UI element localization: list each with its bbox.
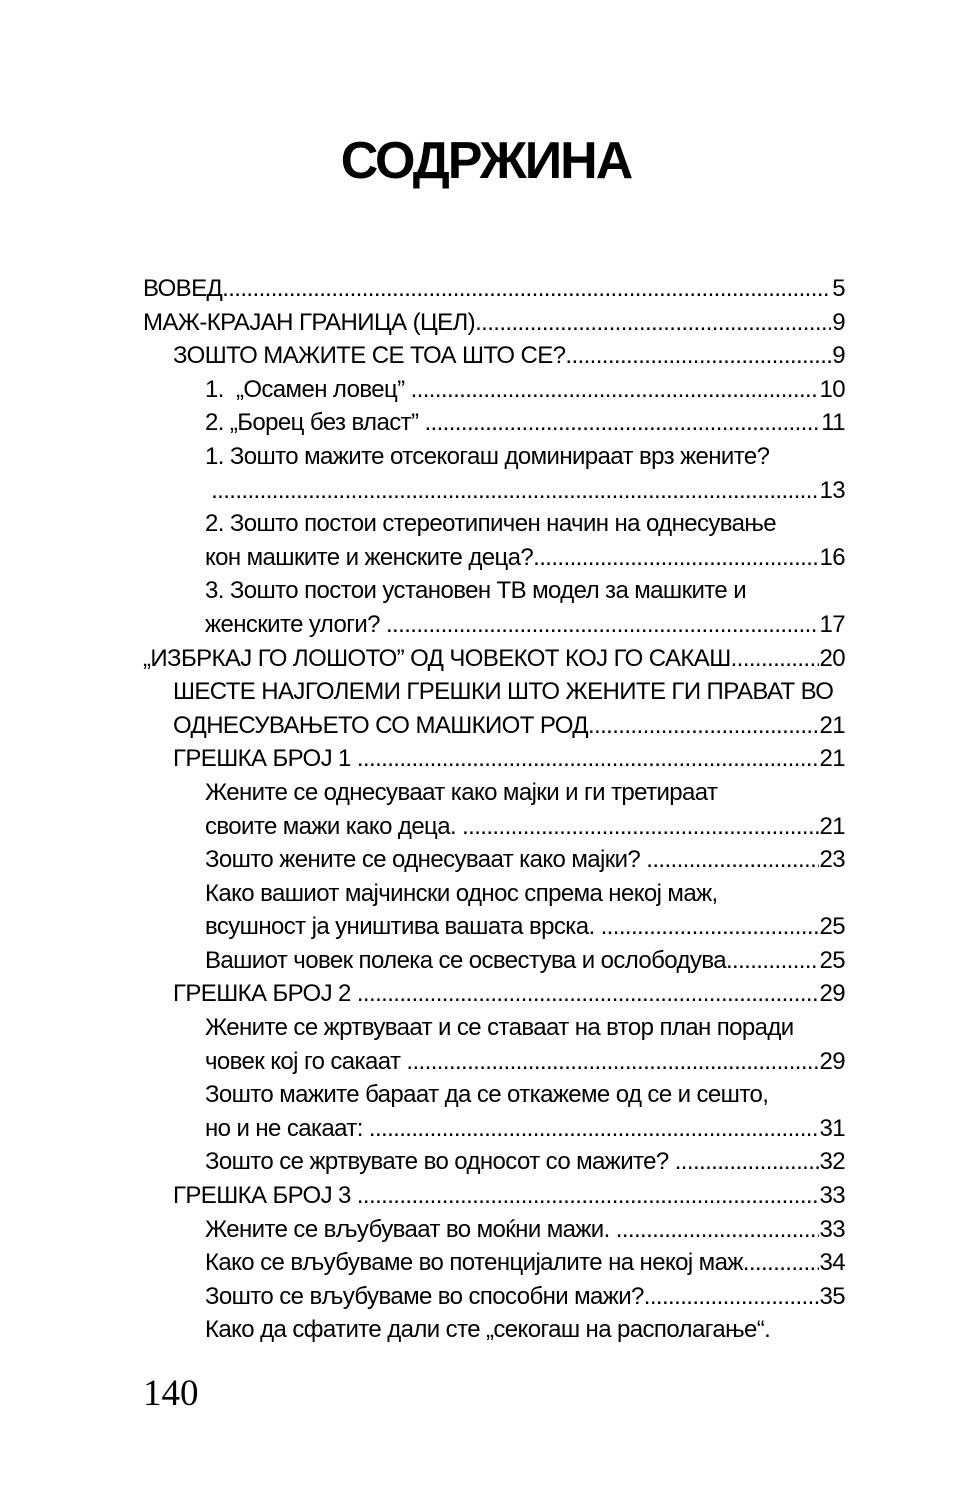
toc-entry-page: 9 <box>832 342 845 370</box>
toc-entry-text: но и не сакаат: <box>205 1114 369 1142</box>
toc-entry-text: ВОВЕД <box>143 275 223 302</box>
toc-entry-text: ЗОШТО МАЖИТЕ СЕ ТОА ШТО СЕ? <box>173 342 566 370</box>
toc-entry-text: МАЖ-КРАЈАН ГРАНИЦА (ЦЕЛ) <box>143 308 476 336</box>
toc-entry-page: 33 <box>819 1215 845 1243</box>
toc-entry <box>143 440 845 474</box>
toc-entry-text: Жените се вљубуваат во моќни мажи. <box>205 1215 616 1243</box>
dot-leader <box>616 1213 819 1247</box>
toc-entry-text: 2. Зошто постои стереотипичен начин на однесување <box>205 510 777 538</box>
toc-entry-text: Жените се жртвуваат и се ставаат на втор план поради <box>205 1014 794 1042</box>
toc-entry <box>143 1313 845 1347</box>
toc-entry <box>143 944 845 978</box>
toc-entry-page: 21 <box>819 711 845 739</box>
dot-leader <box>462 810 818 844</box>
dot-leader <box>424 406 820 440</box>
dot-leader <box>475 306 831 340</box>
toc-entry <box>143 877 845 911</box>
toc-entry-text: Како се вљубуваме во потенцијалите на некој маж <box>205 1249 743 1277</box>
toc-entry-text: ГРЕШКА БРОЈ 1 <box>173 745 357 773</box>
toc-entry <box>143 642 845 676</box>
toc-entry <box>143 1213 845 1247</box>
dot-leader <box>411 373 819 407</box>
toc-entry-text: Зошто жените се однесуваат како мајки? <box>205 846 647 874</box>
toc-entry <box>143 742 845 776</box>
toc-entry-text: Зошто се вљубуваме во способни мажи? <box>205 1282 644 1310</box>
toc-entry-page: 5 <box>832 275 845 302</box>
toc-entry <box>143 843 845 877</box>
toc-entry-text: Како да сфатите дали сте „секогаш на располагање“. <box>205 1316 771 1344</box>
toc-entry-page: 34 <box>819 1249 845 1277</box>
toc-entry <box>143 776 845 810</box>
toc-entry <box>143 977 845 1011</box>
toc-entry-page: 33 <box>819 1182 845 1210</box>
toc-entry <box>143 574 845 608</box>
table-of-contents <box>143 272 845 1347</box>
toc-entry-page: 31 <box>819 1114 845 1142</box>
dot-leader <box>731 642 819 676</box>
toc-entry <box>143 709 845 743</box>
toc-entry-page: 20 <box>819 644 845 672</box>
toc-entry-text: ГРЕШКА БРОЈ 2 <box>173 980 357 1008</box>
toc-entry <box>143 406 845 440</box>
toc-entry <box>143 1179 845 1213</box>
dot-leader <box>588 709 819 743</box>
dot-leader <box>601 910 819 944</box>
page-title: СОДРЖИНА <box>340 132 632 190</box>
toc-entry-page: 23 <box>819 846 845 874</box>
toc-entry-text: женските улоги? <box>205 610 386 638</box>
toc-entry <box>143 306 845 340</box>
toc-entry <box>143 1011 845 1045</box>
toc-entry-text: ОДНЕСУВАЊЕТО СО МАШКИОТ РОД <box>173 711 588 739</box>
dot-leader <box>726 944 819 978</box>
toc-entry-text: Зошто се жртвувате во односот со мажите? <box>205 1148 675 1176</box>
toc-entry-text: 2. „Борец без власт” <box>205 409 425 437</box>
toc-entry-text: Жените се однесуваат како мајки и ги третираат <box>205 778 718 806</box>
dot-leader <box>357 977 819 1011</box>
toc-entry-text: 3. Зошто постои установен ТВ модел за машките и <box>205 577 747 605</box>
toc-entry-text: ГРЕШКА БРОЈ 3 <box>173 1182 357 1210</box>
toc-entry <box>143 272 845 306</box>
toc-entry <box>143 675 845 709</box>
toc-entry-page: 29 <box>819 1047 845 1075</box>
toc-entry-page: 25 <box>819 946 845 974</box>
toc-entry-page: 29 <box>819 980 845 1008</box>
toc-entry-text: кон машките и женските деца? <box>205 543 534 571</box>
dot-leader <box>369 1112 819 1146</box>
toc-entry <box>143 373 845 407</box>
toc-entry-page: 32 <box>819 1148 845 1176</box>
toc-entry-text: своите мажи како деца. <box>205 812 463 840</box>
toc-entry <box>143 507 845 541</box>
dot-leader <box>675 1145 819 1179</box>
toc-entry-text: всушност ја уништива вашата врска. <box>205 913 601 941</box>
dot-leader <box>357 742 819 776</box>
toc-entry-page: 21 <box>819 745 845 773</box>
toc-entry-page: 35 <box>819 1282 845 1310</box>
page-number: 140 <box>143 1373 199 1414</box>
toc-entry-text: Како вашиот мајчински однос спрема некој маж, <box>205 879 718 907</box>
dot-leader <box>386 608 819 642</box>
toc-entry-text: Вашиот човек полека се освестува и ослободува <box>205 946 726 974</box>
toc-entry <box>143 608 845 642</box>
toc-entry-page: 10 <box>819 375 845 403</box>
dot-leader <box>646 843 818 877</box>
toc-entry-text: 1. „Осамен ловец” <box>205 375 411 403</box>
toc-entry <box>143 1280 845 1314</box>
toc-entry-text: 1. Зошто мажите отсекогаш доминираат врз жените? <box>205 442 770 470</box>
toc-entry <box>143 1145 845 1179</box>
toc-entry <box>143 1112 845 1146</box>
dot-leader <box>644 1280 819 1314</box>
dot-leader <box>406 1045 818 1079</box>
dot-leader <box>211 474 818 508</box>
toc-entry-page: 9 <box>832 308 845 336</box>
toc-entry <box>143 541 845 575</box>
toc-entry-page: 17 <box>819 610 845 638</box>
toc-entry-text: човек кој го сакаат <box>205 1047 407 1075</box>
toc-entry <box>143 1078 845 1112</box>
toc-entry-text: ШЕСТЕ НАЈГОЛЕМИ ГРЕШКИ ШТО ЖЕНИТЕ ГИ ПРАВАТ ВО <box>173 678 834 706</box>
toc-entry <box>143 1045 845 1079</box>
toc-entry-page: 13 <box>819 476 845 504</box>
dot-leader <box>743 1246 819 1280</box>
toc-entry <box>143 339 845 373</box>
dot-leader <box>357 1179 819 1213</box>
dot-leader <box>533 541 818 575</box>
toc-entry-page: 11 <box>821 409 845 437</box>
toc-entry-page: 16 <box>819 543 845 571</box>
toc-entry-text: Зошто мажите бараат да се откажеме од се и сешто, <box>205 1081 769 1109</box>
toc-entry-page: 21 <box>819 812 845 840</box>
toc-entry <box>143 810 845 844</box>
toc-entry <box>143 474 845 508</box>
dot-leader <box>222 272 831 306</box>
dot-leader <box>565 339 831 373</box>
toc-entry <box>143 1246 845 1280</box>
toc-entry-text: „ИЗБРКАЈ ГО ЛОШОТО” ОД ЧОВЕКОТ КОЈ ГО САКАШ <box>143 644 731 672</box>
toc-entry-page: 25 <box>819 913 845 941</box>
toc-entry <box>143 910 845 944</box>
